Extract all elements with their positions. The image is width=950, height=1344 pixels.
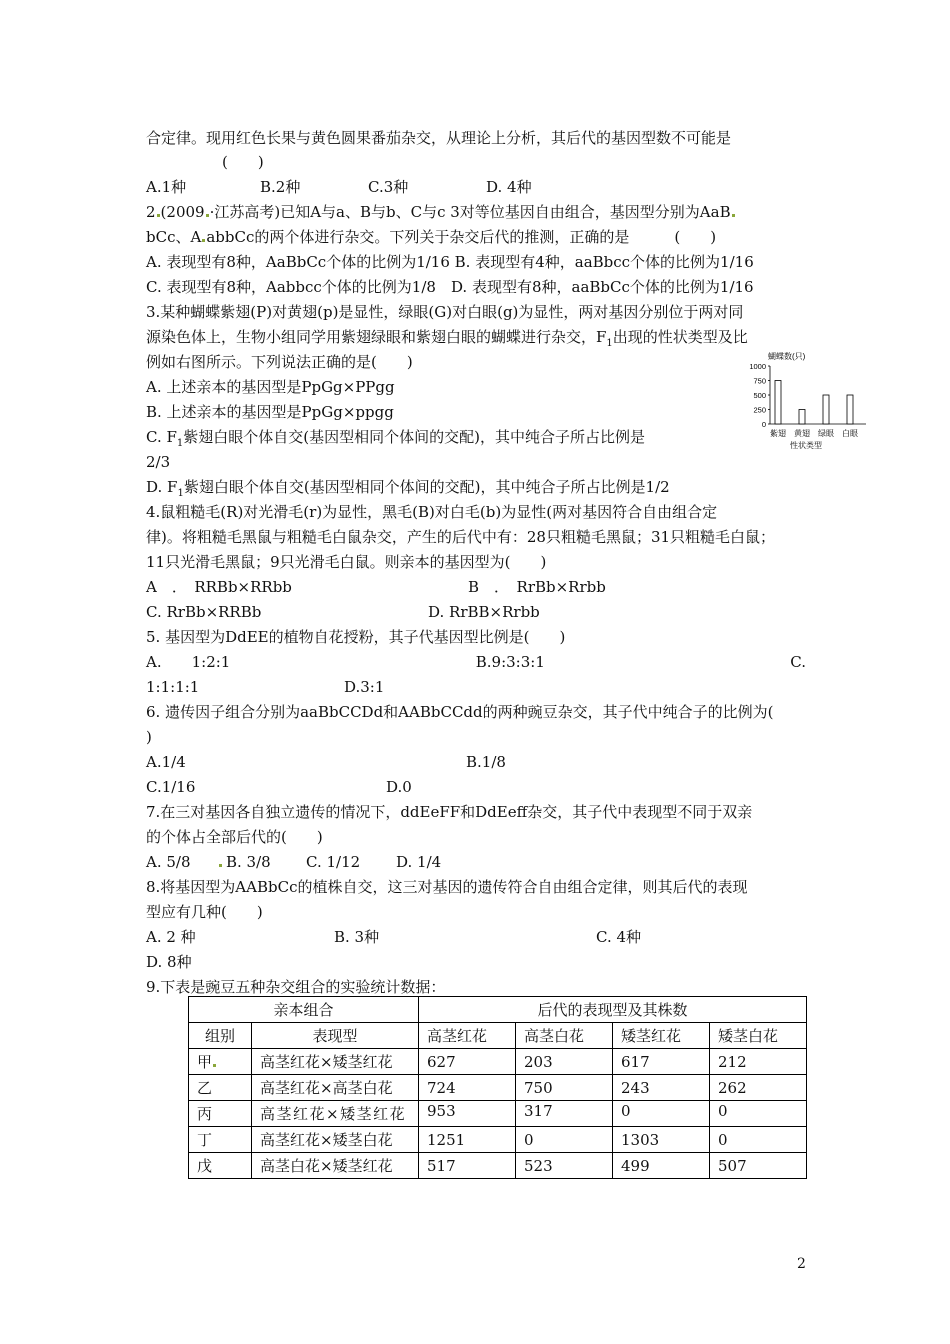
y-tick-label: 750 <box>753 376 766 386</box>
dot-mark <box>732 214 735 217</box>
option: D. 4种 <box>486 178 532 196</box>
count-cell: 1303 <box>613 1127 710 1153</box>
table-row <box>189 1153 807 1179</box>
option: B.2种 <box>260 178 301 196</box>
option: A.1/4 <box>146 753 186 771</box>
x-tick-label: 绿眼 <box>818 429 834 438</box>
count-cell: 724 <box>419 1075 516 1101</box>
answer-bracket: ( ) <box>222 153 264 171</box>
q5-options-cd <box>146 677 384 697</box>
y-tick-label: 500 <box>753 391 766 400</box>
phenotype-cell: 高茎白花×矮茎红花 <box>252 1153 419 1179</box>
text: bCc、A <box>146 228 202 246</box>
x-axis-label: 性状类型 <box>790 441 822 450</box>
option: B.1/8 <box>466 753 506 771</box>
option: A. 2 种 <box>146 928 196 946</box>
count-cell: 203 <box>516 1049 613 1075</box>
column-header: 组别 <box>189 1023 252 1049</box>
q2-line2 <box>146 227 716 247</box>
count-cell: 617 <box>613 1049 710 1075</box>
count-cell: 523 <box>516 1153 613 1179</box>
option: D.3:1 <box>344 678 385 696</box>
q3-line2 <box>146 327 748 354</box>
dot-mark <box>202 239 205 242</box>
group-cell: 乙 <box>189 1075 252 1101</box>
y-axis-label: 蝴蝶数(只) <box>768 352 806 361</box>
count-cell: 499 <box>613 1153 710 1179</box>
q6-line2: ) <box>146 728 152 746</box>
option: 1:1:1:1 <box>146 678 200 696</box>
x-tick-label: 黄翅 <box>794 429 810 438</box>
option: C. 4种 <box>596 928 642 946</box>
count-cell: 953 <box>419 1101 516 1127</box>
q8-option-d: D. 8种 <box>146 953 192 971</box>
text: ·江苏高考)已知A与a、B与b、C与c 3对等位基因自由组合，基因型分别为AaB <box>209 203 731 221</box>
q4-options-ab <box>146 577 606 597</box>
column-header-row <box>189 1023 807 1049</box>
q1-options <box>146 177 532 197</box>
x-tick-label: 紫翅 <box>770 429 786 438</box>
option: B.9:3:3:1 <box>475 653 545 671</box>
text: 紫翅白眼个体自交(基因型相同个体间的交配)，其中纯合子所占比例是 <box>183 428 645 446</box>
q4-line3: 11只光滑毛黑鼠；9只光滑毛白鼠。则亲本的基因型为( ) <box>146 553 547 571</box>
column-header: 高茎白花 <box>516 1023 613 1049</box>
option: C. 1/12 <box>306 853 361 871</box>
q3-option-d <box>146 477 670 504</box>
count-cell: 507 <box>710 1153 807 1179</box>
option: C. <box>790 653 806 671</box>
header-offspring: 后代的表现型及其株数 <box>419 997 807 1023</box>
option: A. 1:2:1 <box>146 653 231 671</box>
group-cell: 甲 <box>189 1049 252 1075</box>
subscript: 1 <box>176 438 184 449</box>
count-cell: 212 <box>710 1049 807 1075</box>
y-tick-label: 1000 <box>749 362 766 371</box>
cross-data-table <box>188 996 807 1179</box>
phenotype-cell: 高茎红花×高茎白花 <box>252 1075 419 1101</box>
option: C. RrBb×RRBb <box>146 603 262 621</box>
group-cell: 丁 <box>189 1127 252 1153</box>
table-row <box>189 1049 807 1075</box>
dot-mark <box>206 214 209 217</box>
q5-line1: 5. 基因型为DdEE的植物自花授粉，其子代基因型比例是( ) <box>146 628 566 646</box>
option: D. 1/4 <box>396 853 442 871</box>
count-cell: 1251 <box>419 1127 516 1153</box>
q3-option-c <box>146 427 645 454</box>
column-header: 矮茎红花 <box>613 1023 710 1049</box>
option: B ． RrBb×Rrbb <box>468 578 606 596</box>
column-header: 高茎红花 <box>419 1023 516 1049</box>
q2-options-ab: A. 表现型有8种，AaBbCc个体的比例为1/16 B. 表现型有4种，aaBbcc个体的比例为1/16 <box>146 253 754 271</box>
q7-line2: 的个体占全部后代的( ) <box>146 828 323 846</box>
text: 紫翅白眼个体自交(基因型相同个体间的交配)，其中纯合子所占比例是1/2 <box>183 478 670 496</box>
count-cell: 627 <box>419 1049 516 1075</box>
butterfly-bar-chart <box>738 352 868 452</box>
q9-line1: 9.下表是豌豆五种杂交组合的实验统计数据： <box>146 978 446 996</box>
q4-line2: 律)。将粗糙毛黑鼠与粗糙毛白鼠杂交，产生的后代中有：28只粗糙毛黑鼠；31只粗糙毛白鼠； <box>146 528 776 546</box>
count-cell: 750 <box>516 1075 613 1101</box>
q3-line3: 例如右图所示。下列说法正确的是( ) <box>146 353 413 371</box>
count-cell: 0 <box>710 1101 807 1127</box>
q7-options <box>146 852 441 872</box>
q3-option-b: B. 上述亲本的基因型是PpGg×ppgg <box>146 403 394 421</box>
count-cell: 262 <box>710 1075 807 1101</box>
q4-options-cd <box>146 602 540 622</box>
count-cell: 243 <box>613 1075 710 1101</box>
column-header: 表现型 <box>252 1023 419 1049</box>
count-cell: 317 <box>516 1101 613 1127</box>
dot-mark <box>213 1064 216 1067</box>
option: B. 3/8 <box>226 853 271 871</box>
q6-options-ab <box>146 752 506 772</box>
text: 源染色体上，生物小组同学用紫翅绿眼和紫翅白眼的蝴蝶进行杂交，F <box>146 328 607 346</box>
q3-option-a: A. 上述亲本的基因型是PpGg×PPgg <box>146 378 395 396</box>
q3-line1: 3.某种蝴蝶紫翅(P)对黄翅(p)是显性，绿眼(G)对白眼(g)为显性，两对基因分别位于两对同 <box>146 303 744 321</box>
count-cell: 517 <box>419 1153 516 1179</box>
bar <box>775 381 781 425</box>
bar <box>823 395 829 424</box>
text: C. F <box>146 428 177 446</box>
option: D. RrBB×Rrbb <box>428 603 540 621</box>
option: A ． RRBb×RRbb <box>146 578 292 596</box>
q6-options-cd <box>146 777 412 797</box>
subscript: 1 <box>606 338 613 349</box>
bar <box>799 410 805 425</box>
bar <box>847 395 853 424</box>
header-parent-combo: 亲本组合 <box>189 997 419 1023</box>
q2-options-cd: C. 表现型有8种，Aabbcc个体的比例为1/8 D. 表现型有8种，aaBbCc个体的比例为1/16 <box>146 278 754 296</box>
option: C.3种 <box>368 178 409 196</box>
group-cell: 戊 <box>189 1153 252 1179</box>
phenotype-cell: 高茎红花×矮茎红花 <box>252 1049 419 1075</box>
column-header: 矮茎白花 <box>710 1023 807 1049</box>
q4-line1: 4.鼠粗糙毛(R)对光滑毛(r)为显性，黑毛(B)对白毛(b)为显性(两对基因符合自由组合定 <box>146 503 718 521</box>
q7-line1: 7.在三对基因各自独立遗传的情况下，ddEeFF和DdEeff杂交，其子代中表现型不同于双亲 <box>146 803 753 821</box>
count-cell: 0 <box>710 1127 807 1153</box>
text-line: 合定律。现用红色长果与黄色圆果番茄杂交，从理论上分析，其后代的基因型数不可能是 <box>146 129 732 147</box>
group-cell: 丙 <box>189 1101 252 1127</box>
option: C.1/16 <box>146 778 196 796</box>
q3-option-c-cont: 2/3 <box>146 453 171 471</box>
count-cell: 0 <box>516 1127 613 1153</box>
option: A.1种 <box>146 178 187 196</box>
page-number: 2 <box>797 1256 806 1272</box>
q8-options-abc <box>146 927 641 947</box>
x-tick-label: 白眼 <box>842 429 858 438</box>
subscript: 1 <box>177 488 184 499</box>
text: 出现的性状类型及比 <box>612 328 748 346</box>
text: abbCc的两个体进行杂交。下列关于杂交后代的推测，正确的是 ( ) <box>206 228 717 246</box>
phenotype-cell: 高茎红花×矮茎白花 <box>252 1127 419 1153</box>
y-tick-label: 250 <box>753 405 766 415</box>
q6-line1: 6. 遗传因子组合分别为aaBbCCDd和AABbCCdd的两种豌豆杂交，其子代中纯合子的比例为( <box>146 703 774 721</box>
q5-options-abc <box>146 652 806 672</box>
dot-mark <box>157 214 160 217</box>
option: B. 3种 <box>334 928 380 946</box>
table-row <box>189 1101 807 1127</box>
text: (2009 <box>160 203 205 221</box>
q8-line1: 8.将基因型为AABbCc的植株自交，这三对基因的遗传符合自由组合定律，则其后代的表现 <box>146 878 748 896</box>
dot-mark <box>219 864 222 867</box>
count-cell: 0 <box>613 1101 710 1127</box>
text: 2 <box>146 203 156 221</box>
text: D. F <box>146 478 178 496</box>
phenotype-cell: 高茎红花×矮茎红花 <box>252 1101 419 1127</box>
table-row <box>189 1075 807 1101</box>
option: A. 5/8 <box>146 853 191 871</box>
y-tick-label: 0 <box>761 420 766 429</box>
q8-line2: 型应有几种( ) <box>146 903 263 921</box>
table-row <box>189 1127 807 1153</box>
option: D.0 <box>386 778 412 796</box>
q2-line1 <box>146 202 736 222</box>
